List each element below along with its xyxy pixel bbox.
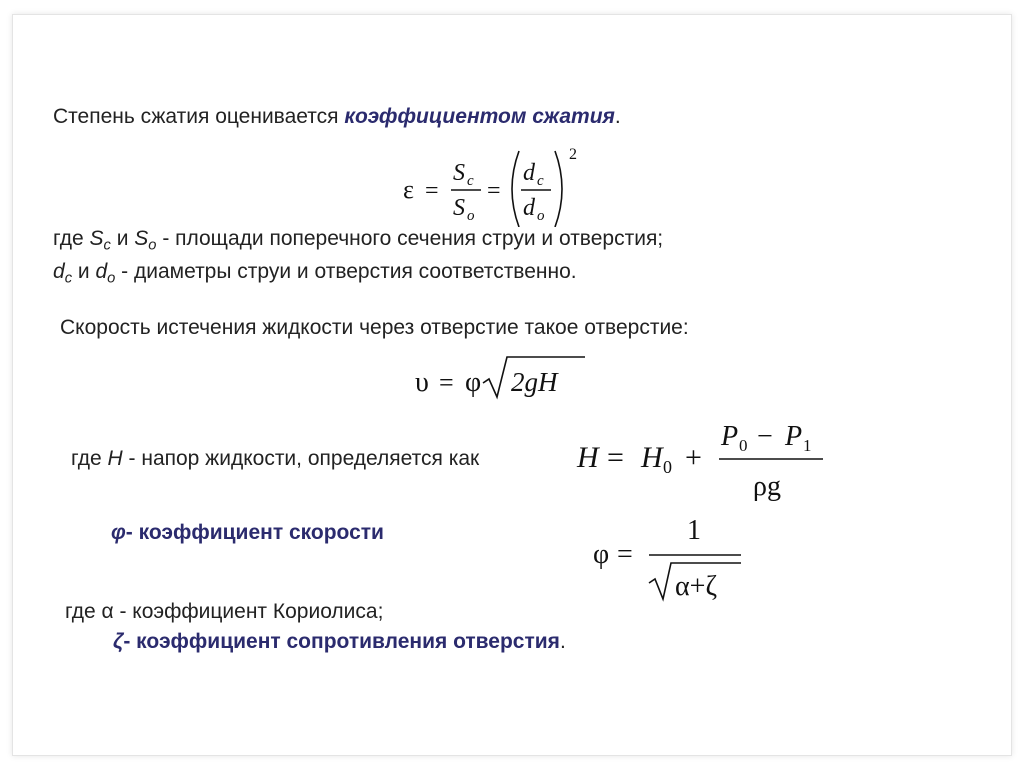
compression-coefficient-term: коэффициентом сжатия (344, 105, 615, 128)
epsilon-num-d-sub: c (537, 173, 544, 189)
epsilon-num-sub: c (467, 173, 474, 189)
phi-line (111, 522, 384, 543)
diameter-sub-o: o (107, 270, 116, 287)
coriolis-text: где α - коэффициент Кориолиса; (65, 600, 384, 623)
epsilon-exponent: 2 (569, 146, 577, 163)
velocity-phi: φ (465, 367, 482, 398)
zeta-description: - коэффициент сопротивления отверстия (123, 630, 560, 653)
head-P0: P (721, 421, 739, 452)
phi-radicand: α+ζ (675, 571, 718, 602)
head-line (71, 448, 479, 469)
phi-description: - коэффициент скорости (125, 521, 384, 544)
area-symbol-1: S (89, 227, 104, 250)
epsilon-num-S: S (453, 160, 465, 186)
epsilon-left-paren (512, 151, 519, 227)
velocity-radicand: 2gH (511, 367, 558, 397)
phi-numerator: 1 (687, 515, 701, 546)
head-H: H (577, 441, 599, 474)
diameter-sub-c: c (64, 270, 73, 287)
area-sub-o: o (148, 237, 157, 254)
formula-epsilon (401, 141, 601, 227)
formula-velocity (413, 351, 593, 403)
zeta-line (113, 631, 566, 652)
phi-formula-symbol: φ (593, 539, 610, 570)
epsilon-eq-2: = (487, 178, 501, 204)
head-H0-sub: 0 (663, 457, 672, 477)
zeta-symbol: ζ (113, 630, 124, 653)
epsilon-right-paren (555, 151, 562, 227)
epsilon-den-d-sub: o (537, 208, 545, 224)
head-P1: P (785, 421, 803, 452)
velocity-intro-line (60, 317, 689, 338)
and-word-1: и (116, 227, 129, 250)
formula-phi (591, 509, 751, 603)
epsilon-num-d: d (523, 160, 535, 186)
compression-intro-text: Степень сжатия оценивается (53, 105, 339, 128)
where-areas-line (53, 228, 663, 253)
areas-description: - площади поперечного сечения струи и отверстия; (162, 227, 664, 250)
phi-formula-eq: = (617, 539, 633, 570)
slide (12, 14, 1012, 756)
epsilon-den-d: d (523, 195, 535, 221)
where-prefix: где (53, 227, 84, 250)
head-P1-sub: 1 (803, 436, 812, 455)
diameters-description: - диаметры струи и отверстия соответственно. (121, 260, 577, 283)
compression-period: . (614, 105, 621, 128)
epsilon-den-S: S (453, 195, 465, 221)
velocity-symbol: υ (415, 367, 429, 398)
diameter-symbol-2: d (95, 260, 108, 283)
velocity-intro-text: Скорость истечения жидкости через отверстие такое отверстие: (60, 316, 689, 339)
head-denominator: ρg (753, 471, 781, 502)
epsilon-den-sub: o (467, 208, 475, 224)
epsilon-symbol: ε (403, 175, 414, 204)
compression-intro-line (53, 106, 621, 127)
diameter-symbol-1: d (53, 260, 65, 283)
area-sub-c: c (103, 237, 111, 254)
head-description: - напор жидкости, определяется как (128, 447, 480, 470)
and-word-2: и (77, 260, 90, 283)
head-eq: = (607, 441, 624, 474)
head-minus: − (757, 421, 773, 452)
velocity-eq: = (439, 368, 454, 397)
where-diameters-line (53, 261, 577, 286)
coriolis-line (65, 601, 383, 622)
head-P0-sub: 0 (739, 436, 748, 455)
zeta-period: . (559, 630, 566, 653)
head-plus: + (685, 441, 702, 474)
head-symbol: H (107, 447, 123, 470)
epsilon-eq-1: = (425, 178, 439, 204)
formula-head (573, 407, 833, 503)
head-prefix: где (71, 447, 102, 470)
phi-symbol: φ (111, 521, 126, 544)
area-symbol-2: S (134, 227, 149, 250)
head-H0: H (641, 441, 663, 474)
